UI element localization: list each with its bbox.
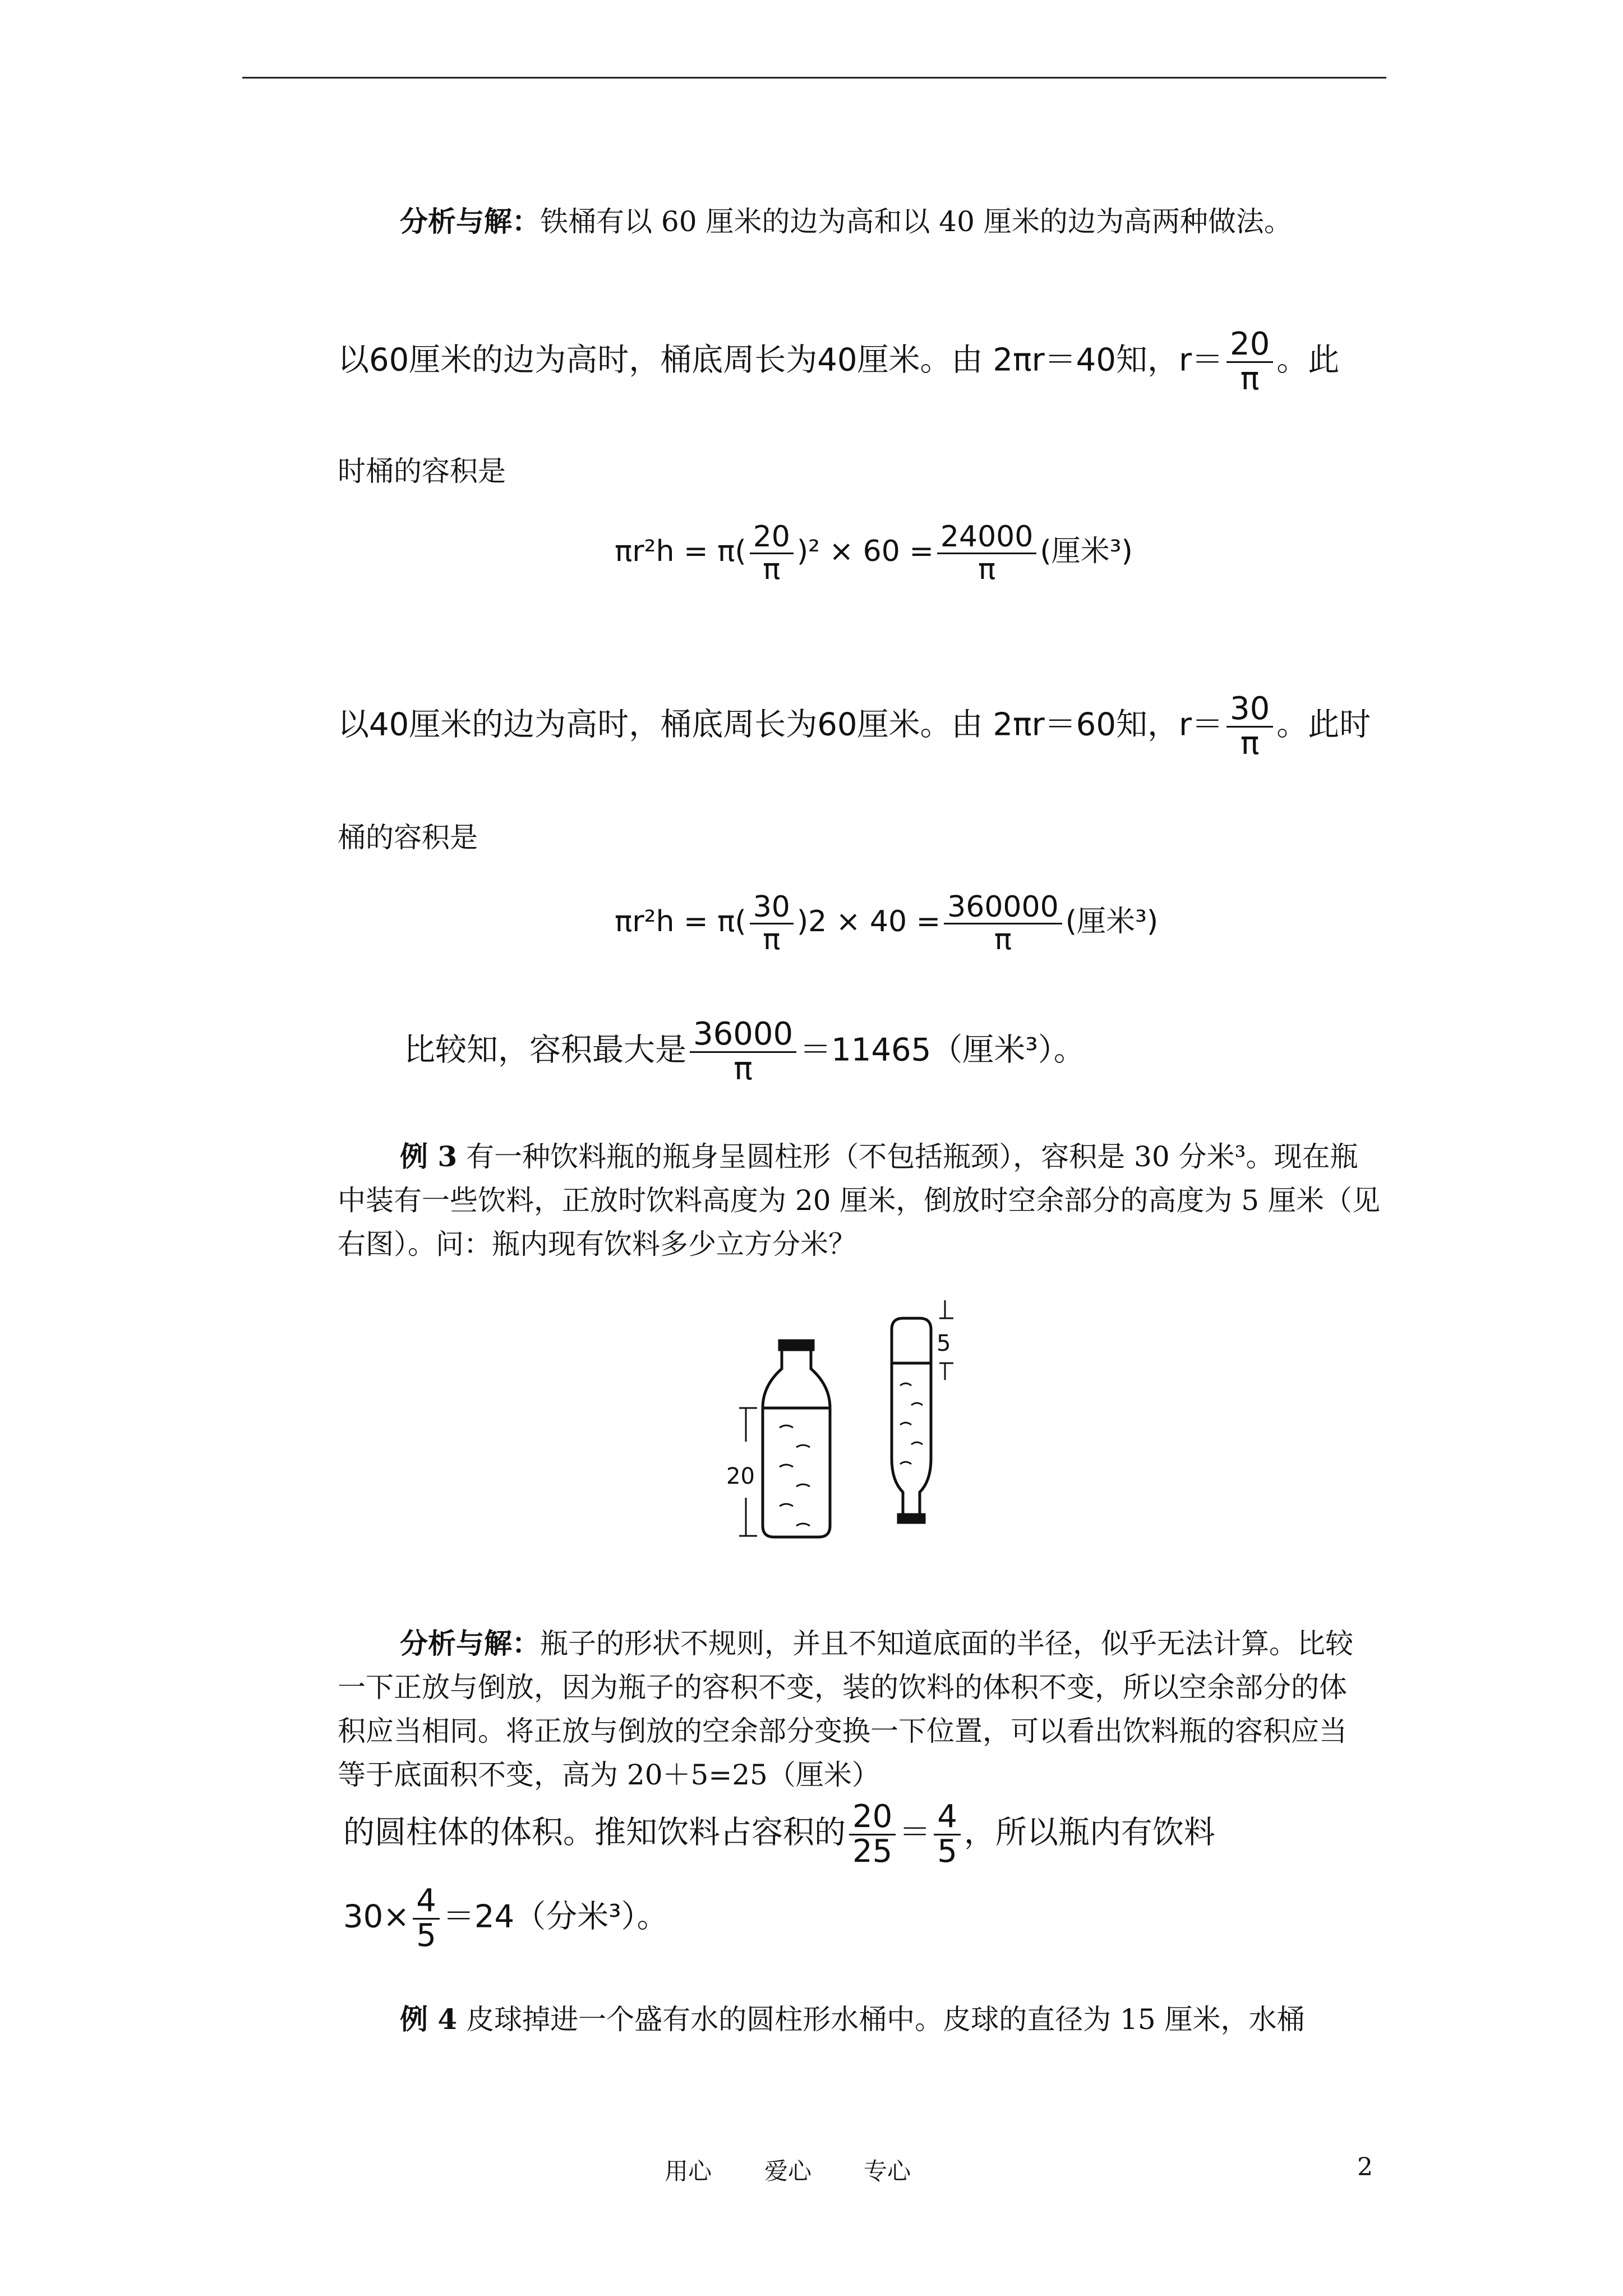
fraction-numerator: 20 [849,1801,896,1835]
formula2-fraction [750,892,794,955]
fraction-numerator: 360000 [944,892,1062,924]
fraction-numerator: 20 [750,522,794,554]
compare-line [404,1018,1085,1086]
fraction-denominator: π [1240,725,1260,762]
compare-tail: ＝11465（厘米³）。 [800,1032,1085,1069]
example4-text: 皮球掉进一个盛有水的圆柱形水桶中。皮球的直径为 15 厘米，水桶 [466,2003,1305,2036]
example4-line [400,1997,1305,2037]
case2-tail: 。此时 [1276,706,1371,743]
analysis-paragraph-1 [400,199,1292,240]
formula1-mid: )² × 60 = [796,535,934,569]
inverted-bottle [892,1318,931,1522]
case2-r-fraction [1227,693,1273,761]
fraction-denominator: π [734,1050,753,1087]
formula2-result [944,892,1062,955]
case1-continuation: 时桶的容积是 [338,455,506,487]
fraction-numerator: 30 [1227,693,1273,728]
example4-label: 例 4 [400,2003,458,2036]
footer-item-1: 用心 [665,2157,712,2185]
upright-bottle [763,1341,830,1537]
fraction-denominator: π [994,922,1012,956]
example3-line-3: 右图）。问：瓶内现有饮料多少立方分米？ [338,1228,856,1260]
header-rule [242,77,1386,79]
fraction-denominator: π [763,552,781,586]
fraction-numerator: 4 [413,1885,440,1920]
footer-item-3: 专心 [864,2157,911,2185]
page-number: 2 [1357,2153,1373,2182]
fraction-4-5 [934,1798,961,1870]
case2-text: 以40厘米的边为高时，桶底周长为60厘米。由 2πr＝60知，r＝ [338,706,1223,743]
analysis3-line-6 [343,1885,668,1953]
compare-fraction [690,1018,796,1086]
label-20: 20 [726,1464,755,1489]
analysis3-line-4: 等于底面积不变，高为 20＋5=25（厘米） [338,1759,880,1791]
formula-1 [615,522,1133,585]
fraction-denominator: π [1240,360,1260,397]
fraction-denominator: π [978,552,996,586]
analysis3-text-6a: 30× [343,1898,410,1935]
analysis-text: 铁桶有以 60 厘米的边为高和以 40 厘米的边为高两种做法。 [540,205,1292,238]
fraction-numerator: 24000 [937,522,1036,554]
analysis3-text-5a: 的圆柱体的体积。推知饮料占容积的 [343,1814,846,1851]
footer-item-2: 爱心 [764,2157,812,2185]
fraction-numerator: 20 [1227,328,1273,363]
fraction-4-5-b [413,1885,440,1953]
formula2-mid: )2 × 40 = [796,905,941,939]
compare-text: 比较知，容积最大是 [404,1032,686,1069]
equals-sign: ＝ [899,1814,931,1851]
analysis3-text-5b: ，所以瓶内有饮料 [963,1814,1215,1851]
example3-line-1 [400,1134,1358,1175]
analysis3-text-1: 瓶子的形状不规则，并且不知道底面的半径，似乎无法计算。比较 [540,1627,1353,1660]
analysis3-line-3: 积应当相同。将正放与倒放的空余部分变换一下位置，可以看出饮料瓶的容积应当 [338,1715,1347,1747]
fraction-denominator: 5 [416,1917,436,1954]
formula1-lhs: πr²h = π( [615,535,746,569]
formula-2 [615,892,1158,955]
formula1-fraction [750,522,794,585]
label-5: 5 [937,1331,951,1356]
case1-text: 以60厘米的边为高时，桶底周长为40厘米。由 2πr＝40知，r＝ [338,342,1223,379]
case1-r-fraction [1227,328,1273,396]
analysis-label: 分析与解： [400,205,540,238]
formula1-result [937,522,1036,585]
fraction-20-25 [849,1798,896,1870]
analysis3-line-5 [343,1798,1215,1870]
analysis3-line-1 [400,1621,1353,1662]
fraction-denominator: π [763,922,781,956]
case2-line [338,693,1371,761]
fraction-numerator: 4 [934,1801,961,1835]
formula1-unit: (厘米³) [1040,535,1133,569]
example3-label: 例 3 [400,1140,458,1173]
example3-text-1: 有一种饮料瓶的瓶身呈圆柱形（不包括瓶颈），容积是 30 分米³。现在瓶 [466,1140,1358,1173]
fraction-numerator: 36000 [690,1018,796,1053]
bottles-figure [723,1296,970,1548]
case2-continuation: 桶的容积是 [338,821,478,854]
case1-line [338,328,1339,396]
fraction-numerator: 30 [750,892,794,924]
formula2-lhs: πr²h = π( [615,905,746,939]
analysis3-line-2: 一下正放与倒放，因为瓶子的容积不变，装的饮料的体积不变，所以空余部分的体 [338,1671,1347,1704]
analysis3-text-6b: ＝24（分米³）。 [442,1898,668,1935]
fraction-denominator: 5 [937,1833,957,1870]
example3-line-2: 中装有一些饮料，正放时饮料高度为 20 厘米，倒放时空余部分的高度为 5 厘米（见 [338,1184,1381,1217]
case1-tail: 。此 [1276,342,1340,379]
fraction-denominator: 25 [852,1833,893,1870]
formula2-unit: (厘米³) [1065,905,1159,939]
analysis3-label: 分析与解： [400,1627,540,1660]
